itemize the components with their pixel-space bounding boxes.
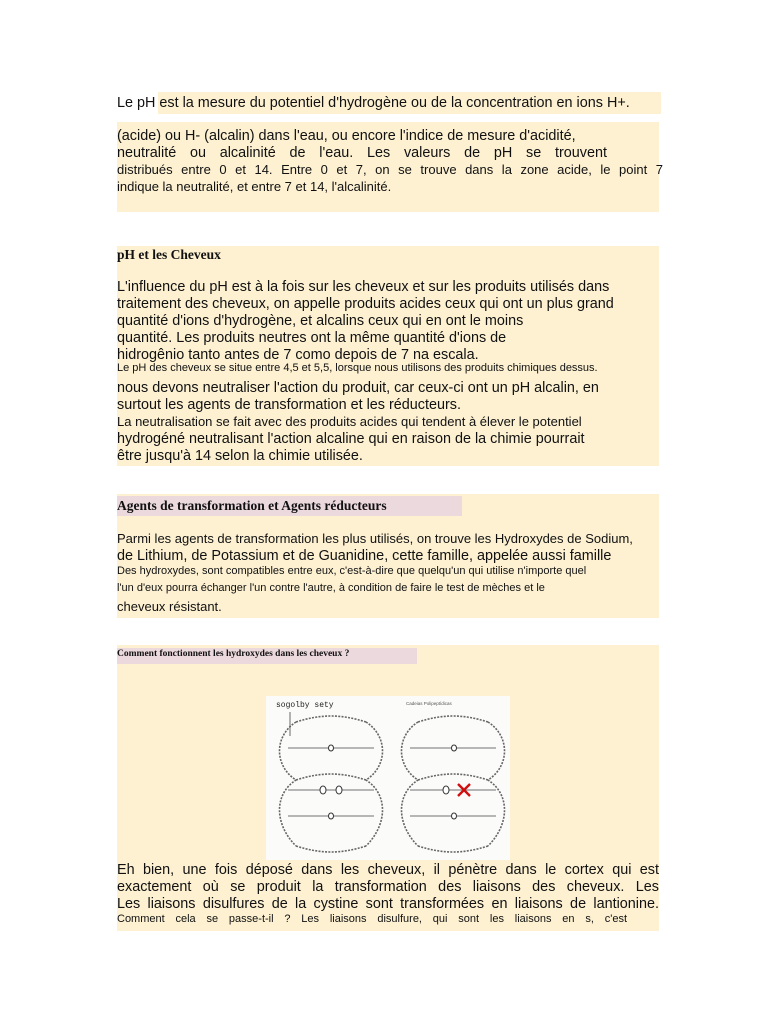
section2-line-5: cheveux résistant. — [117, 599, 222, 614]
section1-line-9: La neutralisation se fait avec des produits acides qui tendent à élever le potentiel — [117, 414, 582, 429]
section3-line-4: Comment cela se passe-t-il ? Les liaisons disulfure, qui sont les liaisons en s, c'est — [117, 913, 627, 925]
intro-line-2: (acide) ou H- (alcalin) dans l'eau, ou encore l'indice de mesure d'acidité, — [117, 128, 576, 144]
right-bond-markers — [443, 745, 457, 819]
intro-line-3: neutralité ou alcalinité de l'eau. Les valeurs de pH se trouvent — [117, 145, 607, 161]
section2-line-1: Parmi les agents de transformation les plus utilisés, on trouve les Hydroxydes de Sodium, — [117, 531, 633, 546]
section2-line-4: l'un d'eux pourra échanger l'un contre l'autre, à condition de faire le test de mèches et le — [117, 582, 545, 594]
section1-line-10: hydrogéné neutralisant l'action alcaline qui en raison de la chimie pourrait — [117, 431, 585, 447]
hair-bonds-diagram — [266, 696, 510, 860]
section3-line-1: Eh bien, une fois déposé dans les cheveux, il pénètre dans le cortex qui est — [117, 862, 659, 878]
right-bonds — [410, 748, 496, 816]
figure-label-left: sogolby sety — [276, 701, 334, 710]
left-polypeptide-chains — [280, 716, 383, 852]
intro-line-5: indique la neutralité, et entre 7 et 14, l'alcalinité. — [117, 179, 392, 194]
figure-label-right: Cadeias Polipeptídicas — [406, 701, 452, 706]
section1-line-8: surtout les agents de transformation et les réducteurs. — [117, 397, 461, 413]
section2-line-2: de Lithium, de Potassium et de Guanidine, cette famille, appelée aussi famille — [117, 548, 612, 564]
section1-line-6: Le pH des cheveux se situe entre 4,5 et 5,5, lorsque nous utilisons des produits chimiques dessus. — [117, 362, 598, 374]
right-polypeptide-chains — [402, 716, 505, 852]
section1-line-3: quantité d'ions d'hydrogène, et alcalins ceux qui en ont le moins — [117, 313, 524, 329]
section1-line-4: quantité. Les produits neutres ont la même quantité d'ions de — [117, 330, 507, 346]
left-bonds — [288, 712, 374, 816]
hair-bonds-diagram-svg — [266, 696, 510, 860]
intro-line-1: Le pH est la mesure du potentiel d'hydrogène ou de la concentration en ions H+. — [117, 95, 630, 111]
intro-line-4: distribués entre 0 et 14. Entre 0 et 7, on se trouve dans la zone acide, le point 7 — [117, 162, 663, 177]
section3-heading: Comment fonctionnent les hydroxydes dans les cheveux ? — [117, 649, 350, 659]
section1-heading: pH et les Cheveux — [117, 247, 221, 262]
section3-line-2: exactement où se produit la transformation des liaisons des cheveux. Les — [117, 879, 659, 895]
section1-line-5: hidrogênio tanto antes de 7 como depois de 7 na escala. — [117, 347, 479, 363]
left-bond-markers — [320, 745, 342, 819]
section1-line-1: L'influence du pH est à la fois sur les cheveux et sur les produits utilisés dans — [117, 279, 610, 295]
section2-heading: Agents de transformation et Agents réducteurs — [117, 498, 387, 513]
section1-line-2: traitement des cheveux, on appelle produits acides ceux qui ont un plus grand — [117, 296, 614, 312]
section3-line-3: Les liaisons disulfures de la cystine sont transformées en liaisons de lantionine. — [117, 896, 659, 912]
section2-line-3: Des hydroxydes, sont compatibles entre eux, c'est-à-dire que quelqu'un qui utilise n'importe quel — [117, 565, 587, 577]
section1-line-11: être jusqu'à 14 selon la chimie utilisée. — [117, 448, 363, 464]
section1-line-7: nous devons neutraliser l'action du produit, car ceux-ci ont un pH alcalin, en — [117, 380, 599, 396]
